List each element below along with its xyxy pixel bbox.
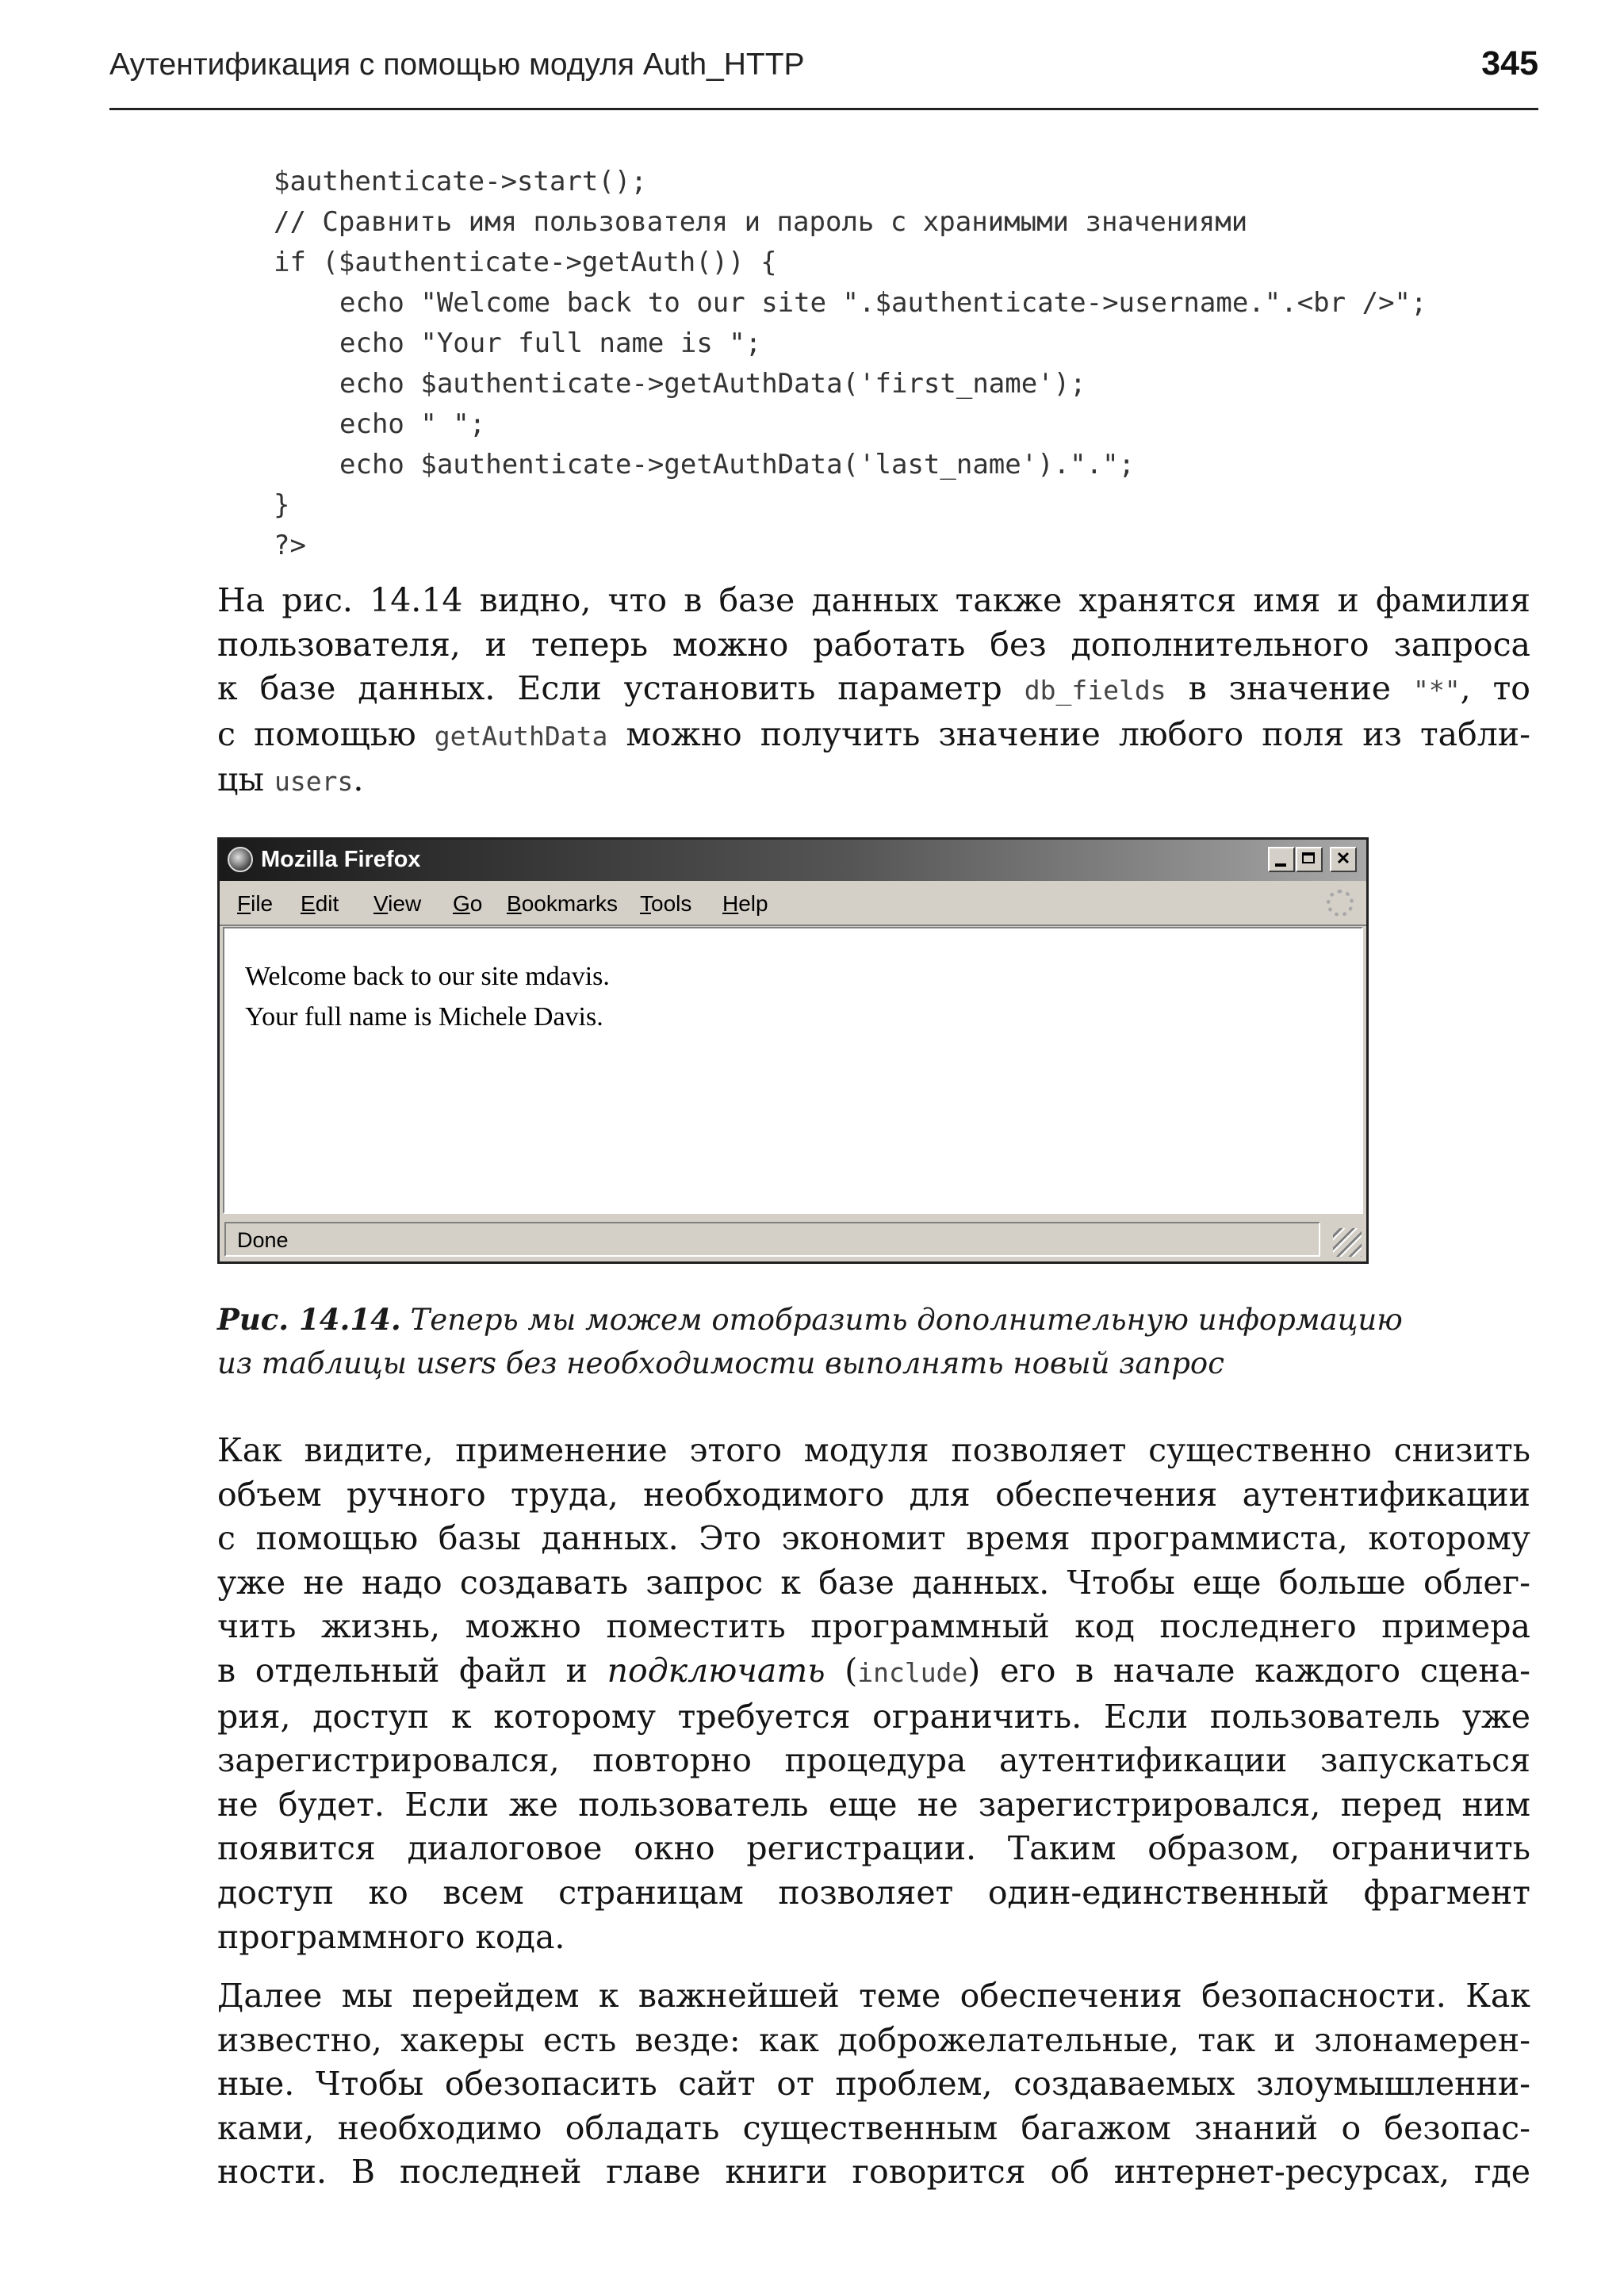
page-number: 345 bbox=[1481, 44, 1538, 82]
code-line: echo $authenticate->getAuthData('first_name'); bbox=[339, 368, 1086, 400]
full-name-text: Your full name is Michele Davis. bbox=[245, 1002, 603, 1032]
menu-label: dit bbox=[315, 891, 339, 916]
text-run: в значение bbox=[1166, 669, 1414, 708]
resize-grip-icon[interactable] bbox=[1333, 1228, 1362, 1257]
text-line bbox=[217, 713, 1530, 759]
text-run: ) его в начале каждого сцена- bbox=[967, 1651, 1530, 1690]
browser-window-figure bbox=[217, 837, 1369, 1264]
paragraph-security-intro bbox=[217, 1974, 1530, 2195]
text-line: пользователя, и теперь можно работать без дополнительного запроса bbox=[217, 625, 1530, 664]
code-listing bbox=[274, 162, 1427, 566]
code-line: } bbox=[274, 489, 290, 521]
firefox-logo-icon bbox=[228, 847, 253, 872]
page-content-area[interactable] bbox=[223, 927, 1363, 1214]
text-line: с помощью базы данных. Это экономит время программиста, которому bbox=[217, 1519, 1530, 1558]
text-line: Как видите, применение этого модуля позволяет существенно снизить bbox=[217, 1431, 1530, 1469]
menu-accelerator: F bbox=[237, 891, 251, 916]
caption-line: из таблицы users без необходимости выполнять новый запрос bbox=[217, 1346, 1224, 1380]
menu-bar bbox=[220, 883, 1366, 926]
emphasized-term: подключать bbox=[607, 1651, 825, 1690]
menu-accelerator: B bbox=[507, 891, 522, 916]
text-run: можно получить значение любого поля из табли- bbox=[607, 714, 1530, 753]
text-line: ные. Чтобы обезопасить сайт от проблем, создаваемых злоумышленни- bbox=[217, 2065, 1530, 2104]
status-text: Done bbox=[237, 1228, 289, 1252]
text-line: чить жизнь, можно поместить программный код последнего примера bbox=[217, 1607, 1530, 1646]
running-header-title: Аутентификация с помощью модуля Auth_HTTP bbox=[109, 48, 805, 82]
menu-accelerator: V bbox=[373, 891, 389, 916]
code-line: ?> bbox=[274, 530, 306, 561]
text-line: не будет. Если же пользователь еще не зарегистрировался, перед ним bbox=[217, 1785, 1530, 1824]
caption-text: Теперь мы можем отобразить дополнительную информацию bbox=[400, 1303, 1403, 1337]
menu-label: ile bbox=[251, 891, 274, 916]
text-line: зарегистрировался, повторно процедура аутентификации запускаться bbox=[217, 1741, 1530, 1780]
menu-label: iew bbox=[388, 891, 422, 916]
menu-accelerator: G bbox=[453, 891, 470, 916]
text-line: уже не надо создавать запрос к базе данных. Чтобы еще больше облег- bbox=[217, 1563, 1530, 1602]
code-line: // Сравнить имя пользователя и пароль с хранимыми значениями bbox=[274, 206, 1248, 238]
code-line: if ($authenticate->getAuth()) { bbox=[274, 247, 777, 278]
menu-accelerator: E bbox=[301, 891, 316, 916]
code-line: echo "Welcome back to our site ".$authenticate->username.".<br />"; bbox=[339, 287, 1427, 319]
text-line bbox=[217, 758, 1530, 804]
text-line: На рис. 14.14 видно, что в базе данных также хранятся имя и фамилия bbox=[217, 581, 1530, 619]
code-line: echo $authenticate->getAuthData('last_name')."."; bbox=[339, 449, 1136, 480]
text-line bbox=[217, 1649, 1530, 1695]
inline-code: db_fields bbox=[1024, 675, 1166, 706]
paragraph-module-benefits bbox=[217, 1429, 1530, 1959]
menu-label: elp bbox=[738, 891, 768, 916]
menu-bookmarks[interactable] bbox=[507, 891, 618, 917]
header-rule bbox=[109, 108, 1538, 110]
status-field bbox=[224, 1222, 1320, 1257]
maximize-button[interactable] bbox=[1296, 847, 1323, 872]
text-run: в отдельный файл и bbox=[217, 1651, 607, 1690]
menu-tools[interactable] bbox=[640, 891, 691, 917]
caption-label: Рис. 14.14. bbox=[217, 1302, 401, 1337]
minimize-button[interactable] bbox=[1268, 847, 1295, 872]
menu-file[interactable] bbox=[237, 891, 273, 917]
welcome-text: Welcome back to our site mdavis. bbox=[245, 962, 610, 991]
menu-accelerator: H bbox=[722, 891, 739, 916]
inline-code: getAuthData bbox=[434, 720, 608, 752]
inline-code: "*" bbox=[1413, 675, 1461, 706]
text-run: цы bbox=[217, 760, 275, 799]
text-run: с помощью bbox=[217, 714, 435, 753]
menu-label: ools bbox=[651, 891, 692, 916]
text-line: ности. В последней главе книги говорится об интернет-ресурсах, где bbox=[217, 2153, 1530, 2192]
text-line: доступ ко всем страницам позволяет один-единственный фрагмент bbox=[217, 1873, 1530, 1912]
menu-help[interactable] bbox=[722, 891, 768, 917]
text-line: рия, доступ к которому требуется ограничить. Если пользователь уже bbox=[217, 1697, 1530, 1736]
text-line: Далее мы перейдем к важнейшей теме обеспечения безопасности. Как bbox=[217, 1977, 1530, 2015]
window-titlebar[interactable] bbox=[220, 840, 1366, 881]
menu-go[interactable] bbox=[453, 891, 482, 917]
close-button[interactable]: ✕ bbox=[1330, 847, 1357, 872]
caption-line bbox=[217, 1298, 1565, 1342]
menu-view[interactable] bbox=[373, 891, 421, 917]
text-line: появится диалоговое окно регистрации. Таким образом, ограничить bbox=[217, 1829, 1530, 1868]
menu-edit[interactable] bbox=[301, 891, 339, 917]
code-line: $authenticate->start(); bbox=[274, 166, 647, 197]
status-bar bbox=[220, 1217, 1366, 1261]
text-run: ( bbox=[825, 1651, 858, 1690]
text-run: , то bbox=[1460, 669, 1530, 708]
code-line: echo "Your full name is "; bbox=[339, 327, 762, 359]
text-line: ками, необходимо обладать существенным багажом знаний о безопас- bbox=[217, 2108, 1530, 2147]
code-line: echo " "; bbox=[339, 408, 486, 440]
menu-label: ookmarks bbox=[521, 891, 619, 916]
text-line bbox=[217, 667, 1530, 713]
text-line: известно, хакеры есть везде: как доброжелательные, так и злонамерен- bbox=[217, 2020, 1530, 2059]
inline-code: include bbox=[857, 1656, 968, 1688]
menu-accelerator: T bbox=[640, 891, 651, 916]
throbber-icon bbox=[1327, 890, 1354, 917]
text-run: . bbox=[353, 760, 364, 799]
text-run: к базе данных. Если установить параметр bbox=[217, 669, 1025, 708]
menu-label: o bbox=[469, 891, 483, 916]
window-title: Mozilla Firefox bbox=[261, 847, 421, 872]
figure-caption bbox=[217, 1298, 1565, 1385]
inline-code: users bbox=[274, 766, 354, 798]
paragraph-figure-reference bbox=[217, 579, 1530, 804]
text-line: объем ручного труда, необходимого для обеспечения аутентификации bbox=[217, 1475, 1530, 1514]
text-line: программного кода. bbox=[217, 1917, 565, 1956]
